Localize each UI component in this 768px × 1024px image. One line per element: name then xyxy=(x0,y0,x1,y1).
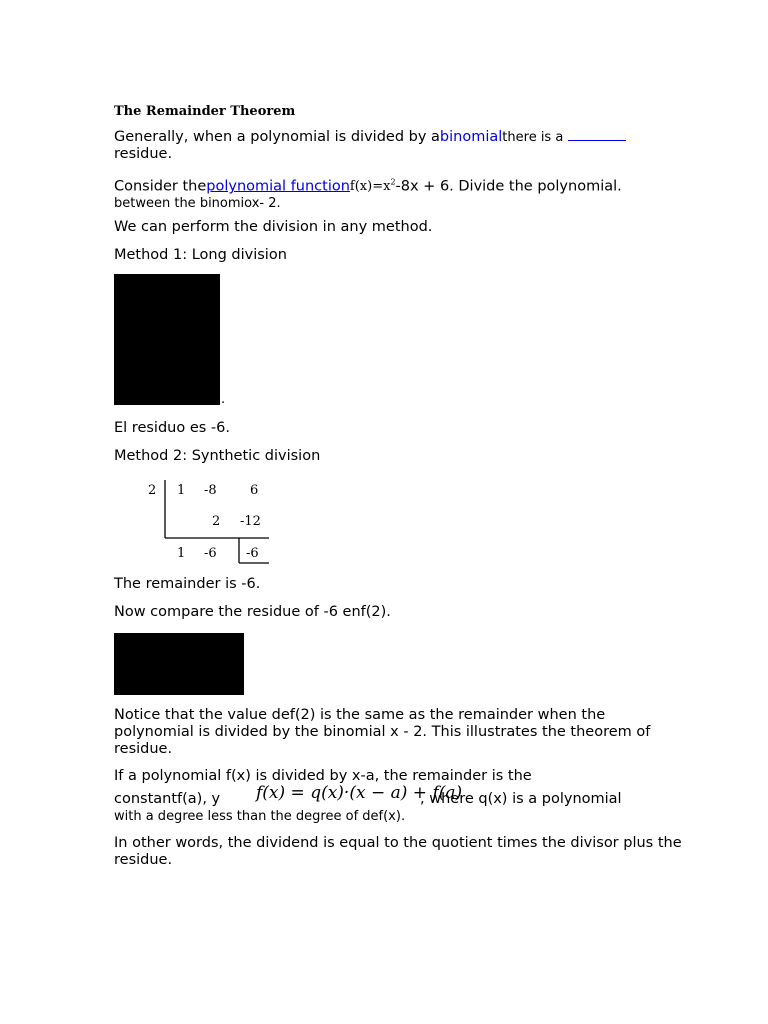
intro-line2: residue. xyxy=(114,146,173,162)
notice-line1: Notice that the value def(2) is the same as the remainder when the xyxy=(114,707,606,723)
synthetic-row3-value2: -6 xyxy=(204,546,217,561)
binomial-link[interactable]: binomial xyxy=(439,129,503,145)
paragraph-consider xyxy=(114,174,674,212)
compare-statement: Now compare the residue of -6 enf(2). xyxy=(114,604,391,620)
intro-small-text: there is a xyxy=(502,130,564,145)
page-title: The Remainder Theorem xyxy=(114,104,296,119)
function-base: f(x)=x xyxy=(349,179,391,195)
fill-in-blank xyxy=(568,129,626,141)
synthetic-divisor: 2 xyxy=(148,483,157,498)
paragraph-other-words xyxy=(114,835,682,869)
method1-heading: Method 1: Long division xyxy=(114,247,287,263)
polynomial-function-link[interactable]: polynomial function xyxy=(206,178,350,195)
synthetic-division-diagram xyxy=(144,478,274,568)
image-trailing-dot: . xyxy=(221,392,226,407)
theorem-line2-left: constantf(a), y xyxy=(114,791,221,807)
consider-after: -8x + 6. Divide the polynomial. xyxy=(395,178,622,195)
paragraph-notice xyxy=(114,707,674,758)
remainder-formula: f(x) = q(x)·(x − a) + f(a) xyxy=(256,783,463,803)
theorem-line1: If a polynomial f(x) is divided by x-a, the remainder is the xyxy=(114,768,532,784)
theorem-line2-right: , where q(x) is a polynomial xyxy=(420,791,622,807)
synthetic-row1-coef2: -8 xyxy=(204,483,217,498)
theorem-line3: with a degree less than the degree of def(x). xyxy=(114,809,406,824)
evaluation-image xyxy=(114,633,244,695)
synthetic-row3-value1: 1 xyxy=(177,546,186,561)
other-words-line2: residue. xyxy=(114,852,173,868)
intro-text: Generally, when a polynomial is divided by a xyxy=(114,129,440,145)
synthetic-row2-value2: -12 xyxy=(240,514,261,529)
notice-line2: polynomial is divided by the binomial x - 2. This illustrates the theorem of xyxy=(114,724,651,740)
function-expression xyxy=(350,179,396,194)
consider-text: Consider the xyxy=(114,178,207,195)
synthetic-row2-value1: 2 xyxy=(212,514,221,529)
synthetic-remainder: -6 xyxy=(246,546,259,561)
synthetic-row1-coef1: 1 xyxy=(177,483,186,498)
paragraph-intro xyxy=(114,129,674,163)
paragraph-method-note: We can perform the division in any method. xyxy=(114,219,433,235)
method2-heading: Method 2: Synthetic division xyxy=(114,448,321,464)
synthetic-row1-coef3: 6 xyxy=(250,483,259,498)
residue-spanish: El residuo es -6. xyxy=(114,420,230,436)
function-exponent: 2 xyxy=(390,178,396,187)
notice-line3: residue. xyxy=(114,741,173,757)
other-words-line1: In other words, the dividend is equal to the quotient times the divisor plus the xyxy=(114,835,682,851)
remainder-statement: The remainder is -6. xyxy=(114,576,261,592)
long-division-image xyxy=(114,274,220,405)
consider-line2: between the binomiox- 2. xyxy=(114,196,281,212)
